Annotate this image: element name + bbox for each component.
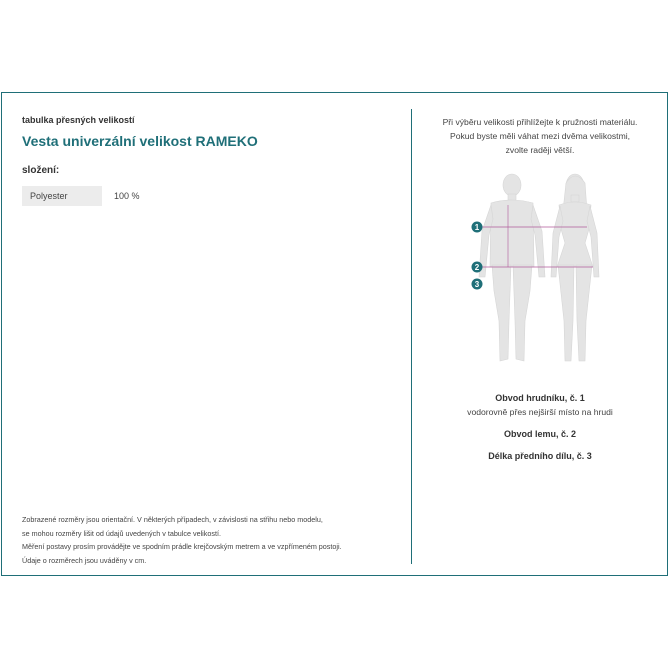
- female-figure-icon: [551, 174, 599, 361]
- note-line: Měření postavy prosím provádějte ve spodním prádle krejčovským metrem a ve vzpřímeném postoji.: [22, 542, 342, 551]
- product-title: Vesta univerzální velikost RAMEKO: [22, 133, 258, 149]
- marker-2-icon: [472, 262, 483, 273]
- legend-length-title: Délka předního dílu, č. 3: [488, 451, 592, 461]
- marker-3-label: 3: [474, 280, 480, 289]
- advice-line: Při výběru velikosti přihlížejte k pružnosti materiálu.: [442, 117, 638, 127]
- left-panel: [22, 115, 392, 206]
- material-percent: 100 %: [114, 191, 140, 201]
- vertical-divider: [411, 109, 412, 564]
- note-line: Údaje o rozměrech jsou uváděny v cm.: [22, 555, 147, 565]
- marker-1-icon: [472, 222, 483, 233]
- composition-row: [22, 186, 392, 206]
- male-figure-icon: [479, 174, 545, 361]
- material-name: Polyester: [22, 186, 102, 206]
- legend-chest-desc: vodorovně přes nejširší místo na hrudi: [467, 407, 613, 417]
- advice-line: zvolte raději větší.: [505, 145, 575, 155]
- note-line: se mohou rozměry lišit od údajů uvedených v tabulce velikostí.: [22, 528, 221, 538]
- disclaimer-notes: [22, 513, 402, 567]
- measurement-legend: [413, 393, 667, 461]
- body-figures-illustration: [467, 171, 617, 371]
- note-line: Zobrazené rozměry jsou orientační. V některých případech, v závislosti na střihu nebo modelu,: [22, 515, 323, 524]
- chart-subtitle: tabulka přesných velikostí: [22, 115, 135, 125]
- marker-2-label: 2: [474, 263, 480, 272]
- size-chart-card: [1, 92, 668, 576]
- legend-hem-title: Obvod lemu, č. 2: [503, 429, 577, 439]
- sizing-advice: [413, 115, 667, 157]
- legend-chest-title: Obvod hrudníku, č. 1: [495, 393, 585, 403]
- composition-label: složení:: [22, 165, 60, 176]
- marker-3-icon: [472, 279, 483, 290]
- marker-1-label: 1: [474, 223, 480, 232]
- advice-line: Pokud byste měli váhat mezi dvěma velikostmi,: [449, 131, 631, 141]
